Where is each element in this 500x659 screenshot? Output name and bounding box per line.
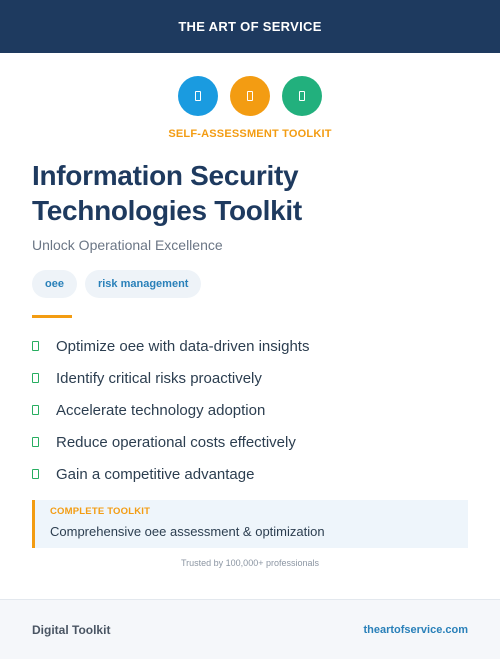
placeholder-icon (178, 76, 218, 116)
website-link[interactable]: theartofservice.com (363, 623, 468, 636)
section-kicker: SELF-ASSESSMENT TOOLKIT (168, 128, 332, 140)
placeholder-icon (230, 76, 270, 116)
check-icon (32, 405, 39, 415)
page-title-line-1: Information Security (32, 160, 299, 191)
check-icon (32, 373, 39, 383)
subtitle: Unlock Operational Excellence (32, 237, 223, 253)
check-icon (32, 341, 39, 351)
accent-divider (32, 315, 72, 318)
check-icon (32, 437, 39, 447)
footer-label: Digital Toolkit (32, 622, 111, 637)
benefit-text: Reduce operational costs effectively (56, 433, 296, 451)
benefit-text: Gain a competitive advantage (56, 465, 255, 483)
benefit-text: Accelerate technology adoption (56, 401, 266, 419)
check-icon (32, 469, 39, 479)
callout-kicker: COMPLETE TOOLKIT (50, 506, 151, 517)
benefit-item (32, 330, 472, 362)
benefit-item (32, 362, 472, 394)
benefit-text: Identify critical risks proactively (56, 369, 262, 387)
page-title (32, 158, 472, 228)
benefit-item (32, 458, 472, 490)
benefit-item (32, 426, 472, 458)
page-title-line-2: Technologies Toolkit (32, 195, 302, 226)
benefit-item (32, 394, 472, 426)
icon-row (0, 76, 500, 116)
benefit-list (32, 330, 472, 490)
brand-title: THE ART OF SERVICE (178, 19, 322, 34)
tag-list (32, 270, 201, 298)
placeholder-icon (282, 76, 322, 116)
callout-text: Comprehensive oee assessment & optimization (50, 524, 325, 539)
header-bar (0, 0, 500, 53)
tag-oee: oee (32, 270, 77, 298)
toolkit-callout (32, 500, 468, 548)
benefit-text: Optimize oee with data-driven insights (56, 337, 310, 355)
tag-risk-management: risk management (85, 270, 201, 298)
footer-bar (0, 599, 500, 659)
trust-note: Trusted by 100,000+ professionals (180, 558, 319, 568)
